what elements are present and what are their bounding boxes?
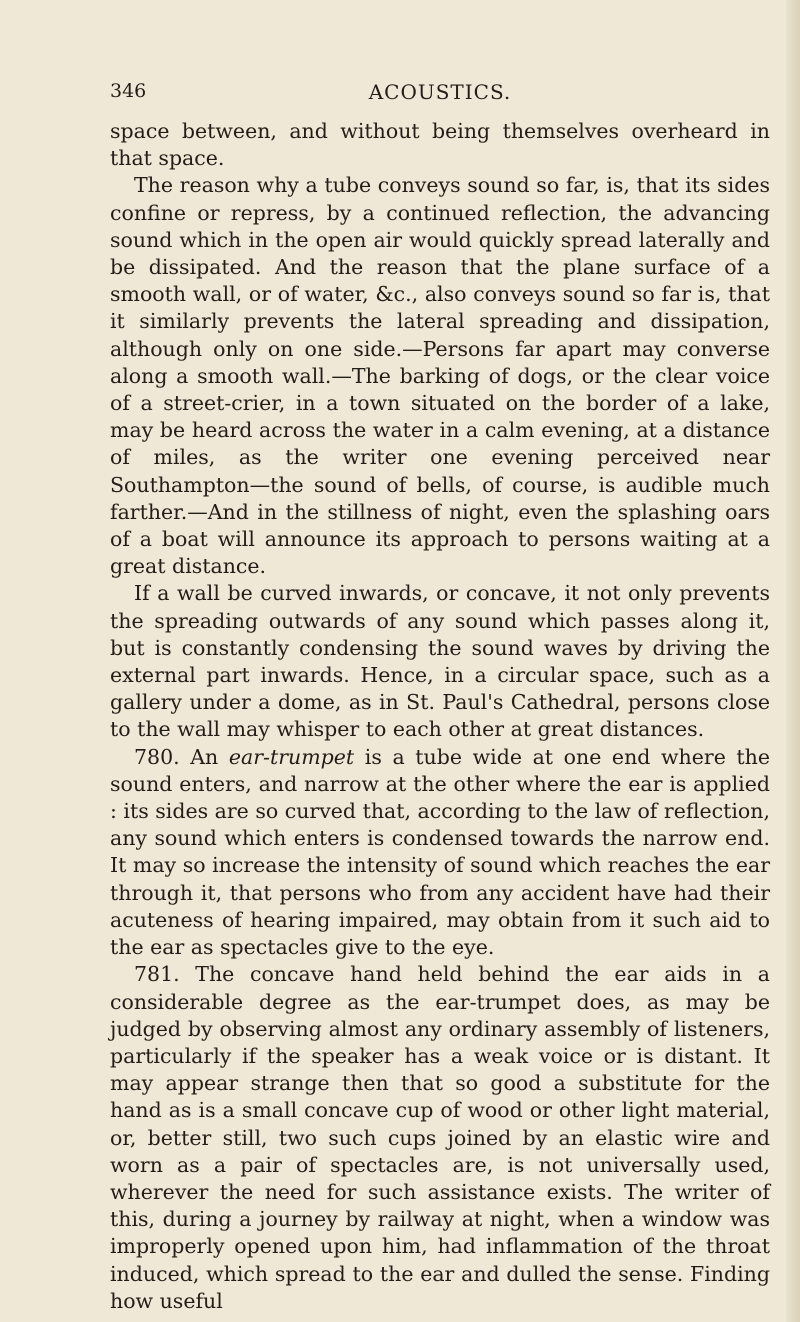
running-title: ACOUSTICS. [368,80,512,104]
paragraph-tube-reflection: The reason why a tube conveys sound so far, is, that its sides confine or repress, by a continued reflection, the advancing sound which in the open air would quickly spread laterally and be dissipated. And the reason that the plane surface of a smooth wall, or of water, &c., also conveys sound so far is, that it similarly prevents the lateral spreading and dissipation, although only on one side.—Persons far apart may converse along a smooth wall.—The barking of dogs, or the clear voice of a street-crier, in a town situated on the border of a lake, may be heard across the water in a calm evening, at a distance of miles, as the writer one evening perceived near Southampton—the sound of bells, of course, is audible much farther.—And in the stillness of night, even the splashing oars of a boat will announce its approach to persons waiting at a great distance. [110,173,770,579]
page-edge [786,0,800,1322]
paragraph-concave-wall: If a wall be curved inwards, or concave, it not only prevents the spreading outwards of any sound which passes along it, but is constantly condensing the sound waves by driving the external part inwards. Hence, in a circular space, such as a gallery under a dome, as in St. Paul's Cathedral, persons close to the wall may whisper to each other at great distances. [110,581,770,742]
paragraph-continued: space between, and without being themselves overheard in that space. [110,119,770,171]
page-header [110,80,770,110]
paragraph-780-rest: is a tube wide at one end where the sound enters, and narrow at the other where the ear is applied : its sides are so curved that, according to the law of reflection, any sound which enters is condensed towards the narrow end. It may so increase the intensity of sound which reaches the ear through it, that persons who from any accident have had their acuteness of hearing impaired, may obtain from it such aid to the ear as spectacles give to the eye. [110,744,771,960]
paragraph-780-ear-trumpet [110,744,770,962]
body-text [110,118,770,1315]
paragraph-780-lead: 780. An [134,744,229,769]
page-number: 346 [110,80,147,102]
paragraph-781-concave-hand: 781. The concave hand held behind the ear aids in a considerable degree as the ear-trumpet does, as may be judged by observing almost any ordinary assembly of listeners, particularly if the speaker has a weak voice or is distant. It may appear strange then that so good a substitute for the hand as is a small concave cup of wood or other light material, or, better still, two such cups joined by an elastic wire and worn as a pair of spectacles are, is not universally used, wherever the need for such assistance exists. The writer of this, during a journey by railway at night, when a window was improperly opened upon him, had inflammation of the throat induced, which spread to the ear and dulled the sense. Finding how useful [110,962,770,1313]
term-ear-trumpet: ear-trumpet [228,744,355,769]
